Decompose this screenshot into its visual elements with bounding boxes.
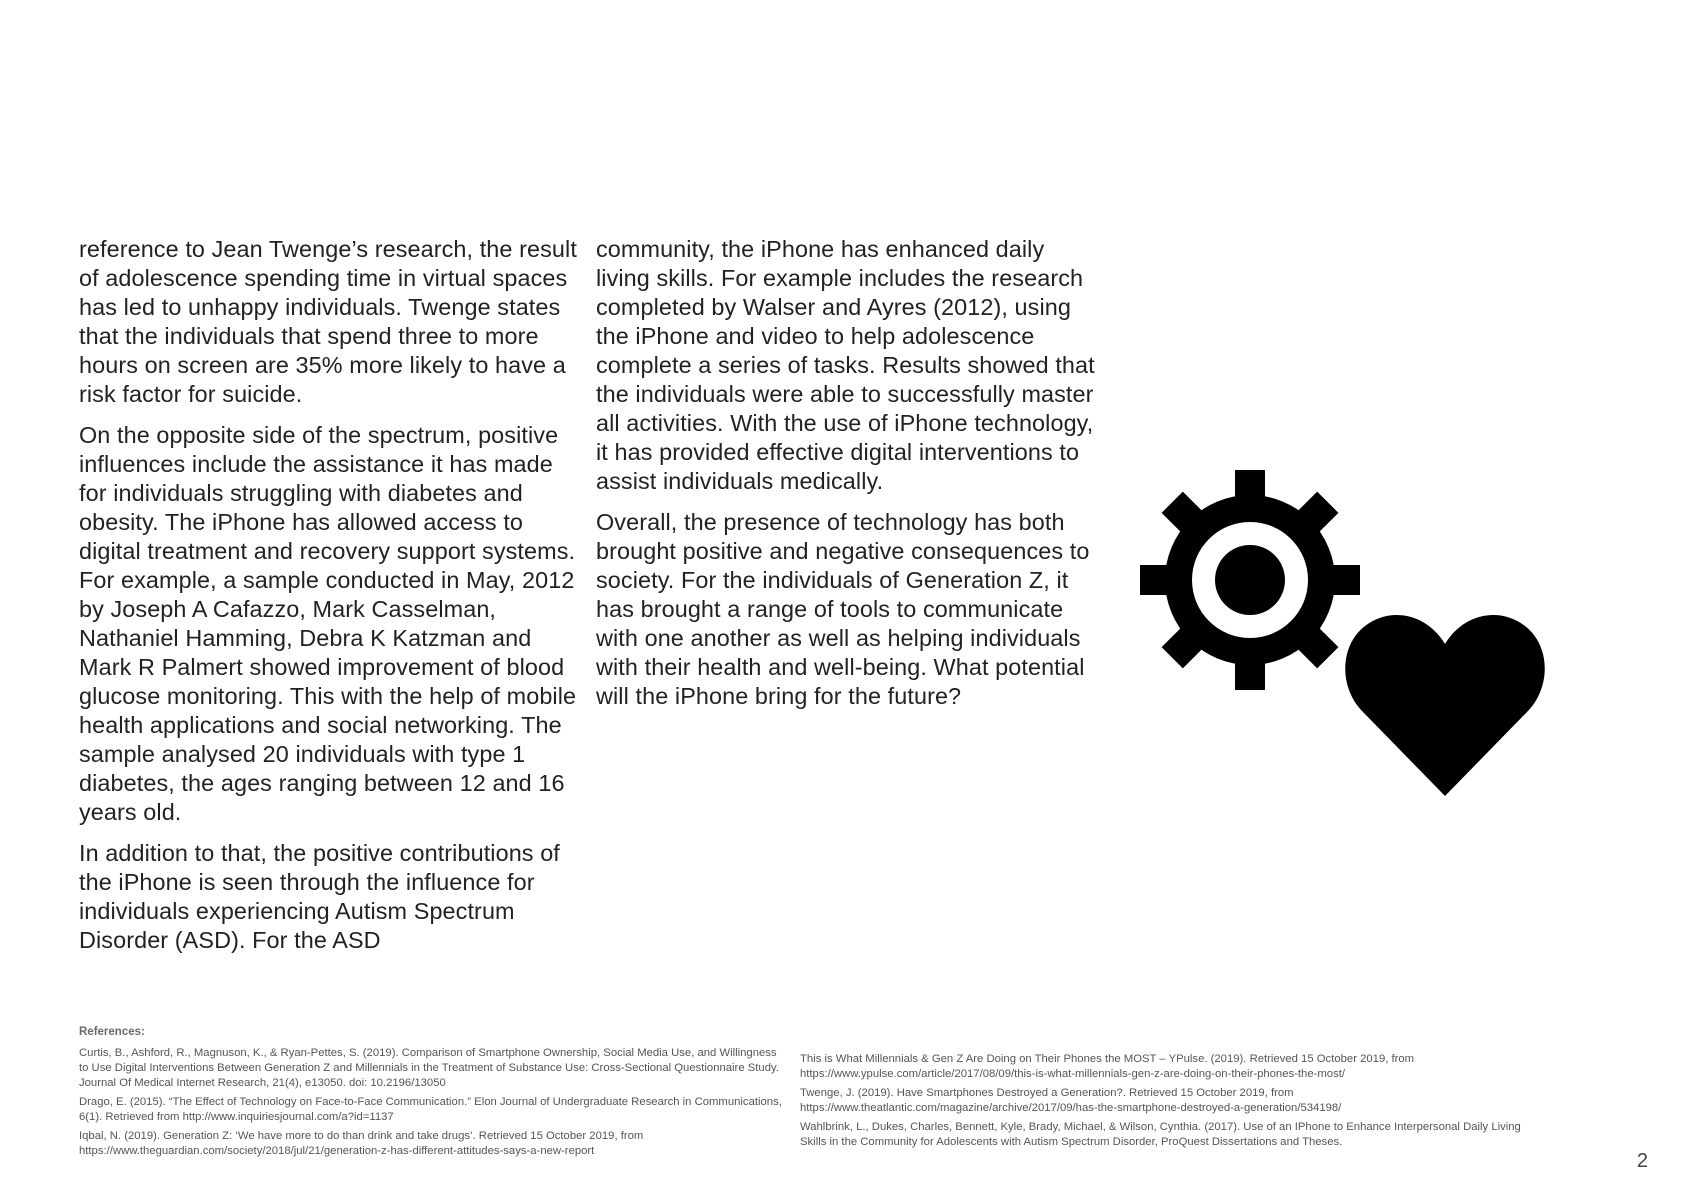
reference-item: This is What Millennials & Gen Z Are Doing on Their Phones the MOST – YPulse. (2019). Retrieved 15 October 2019, from https://www.ypulse.com/article/2017/08/09/this-is-what-millennials-gen-z-are-doing-on-their-phones-the-most/: [800, 1053, 1415, 1080]
heart-icon: [1345, 608, 1545, 798]
body-column-right: [596, 235, 1096, 723]
reference-item: Iqbal, N. (2019). Generation Z: ‘We have more to do than drink and take drugs’. Retrieved 15 October 2019, from https://www.theguardian.com/society/2018/jul/21/generation-z-has-different-attitudes-says-a-new-report: [79, 1130, 644, 1157]
body-paragraph: On the opposite side of the spectrum, positive influences include the assistance it has made for individuals struggling with diabetes and obesity. The iPhone has allowed access to digital treatment and recovery support systems. For example, a sample conducted in May, 2012 by Joseph A Cafazzo, Mark Casselman, Nathaniel Hamming, Debra K Katzman and Mark R Palmert showed improvement of blood glucose monitoring. This with the help of mobile health applications and social networking. The sample analysed 20 individuals with type 1 diabetes, the ages ranging between 12 and 16 years old.: [79, 422, 577, 825]
gear-icon: [1130, 460, 1370, 700]
reference-item: Wahlbrink, L., Dukes, Charles, Bennett, Kyle, Brady, Michael, & Wilson, Cynthia. (2017). Use of an IPhone to Enhance Interpersonal Daily Living Skills in the Community for Adolescents with Autism Spectrum Disorder, ProQuest Dissertations and Theses.: [800, 1121, 1521, 1148]
reference-item: Curtis, B., Ashford, R., Magnuson, K., & Ryan-Pettes, S. (2019). Comparison of Smartphone Ownership, Social Media Use, and Willingness to Use Digital Interventions Between Generation Z and Millennials in the Treatment of Substance Use: Cross-Sectional Questionnaire Study. Journal Of Medical Internet Research, 21(4), e13050. doi: 10.2196/13050: [79, 1047, 779, 1089]
references-list-left: [79, 1046, 784, 1163]
body-paragraph: reference to Jean Twenge’s research, the result of adolescence spending time in virtual spaces has led to unhappy individuals. Twenge states that the individuals that spend three to more hours on screen are 35% more likely to have a risk factor for suicide.: [79, 236, 577, 407]
body-column-left: [79, 235, 579, 967]
references-list-right: [800, 1052, 1540, 1154]
references-heading: References:: [79, 1026, 145, 1038]
reference-item: Drago, E. (2015). “The Effect of Technology on Face-to-Face Communication.” Elon Journal of Undergraduate Research in Communications, 6(1). Retrieved from http://www.inquiriesjournal.com/a?id=1137: [79, 1096, 782, 1123]
reference-item: Twenge, J. (2019). Have Smartphones Destroyed a Generation?. Retrieved 15 October 2019, from https://www.theatlantic.com/magazine/archive/2017/09/has-the-smartphone-destroyed-a-generation/534198/: [800, 1087, 1342, 1114]
body-paragraph: Overall, the presence of technology has both brought positive and negative consequences to society. For the individuals of Generation Z, it has brought a range of tools to communicate with one another as well as helping individuals with their health and well-being. What potential will the iPhone bring for the future?: [596, 509, 1090, 709]
page-number: 2: [1636, 1150, 1648, 1172]
body-paragraph: community, the iPhone has enhanced daily living skills. For example includes the research completed by Walser and Ayres (2012), using the iPhone and video to help adolescence complete a series of tasks. Results showed that the individuals were able to successfully master all activities. With the use of iPhone technology, it has provided effective digital interventions to assist individuals medically.: [596, 236, 1095, 494]
body-paragraph: In addition to that, the positive contributions of the iPhone is seen through the influence for individuals experiencing Autism Spectrum Disorder (ASD). For the ASD: [79, 840, 560, 953]
